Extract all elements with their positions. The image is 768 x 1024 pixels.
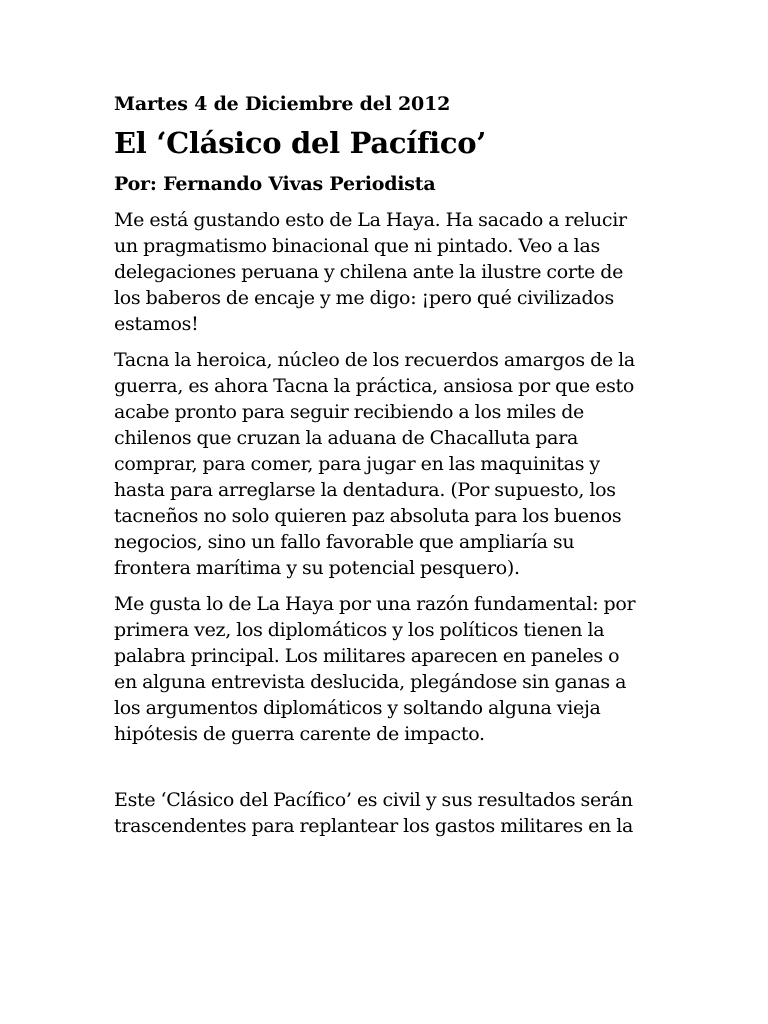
article-title: El ‘Clásico del Pacífico’	[114, 126, 487, 160]
paragraph-1: Me está gustando esto de La Haya. Ha sacado a relucir un pragmatismo binacional que ni pintado. Veo a las delegaciones peruana y chilena ante la ilustre corte de los baberos de encaje y me digo: ¡pero qué civilizados estamos!	[114, 209, 627, 335]
paragraph-4: Este ‘Clásico del Pacífico’ es civil y sus resultados serán trascendentes para replantear los gastos militares en la	[114, 789, 633, 837]
paragraph-3: Me gusta lo de La Haya por una razón fundamental: por primera vez, los diplomáticos y los políticos tienen la palabra principal. Los militares aparecen en paneles o en alguna entrevista deslucida, plegándose sin ganas a los argumentos diplomáticos y soltando alguna vieja hipótesis de guerra carente de impacto.	[114, 593, 636, 745]
paragraph-2: Tacna la heroica, núcleo de los recuerdos amargos de la guerra, es ahora Tacna la práctica, ansiosa por que esto acabe pronto para seguir recibiendo a los miles de chilenos que cruzan la aduana de Chacalluta para comprar, para comer, para jugar en las maquinitas y hasta para arreglarse la dentadura. (Por supuesto, los tacneños no solo quieren paz absoluta para los buenos negocios, sino un fallo favorable que ampliaría su frontera marítima y su potencial pesquero).	[114, 349, 635, 579]
article-date: Martes 4 de Diciembre del 2012	[114, 93, 451, 115]
article-byline: Por: Fernando Vivas Periodista	[114, 173, 436, 195]
